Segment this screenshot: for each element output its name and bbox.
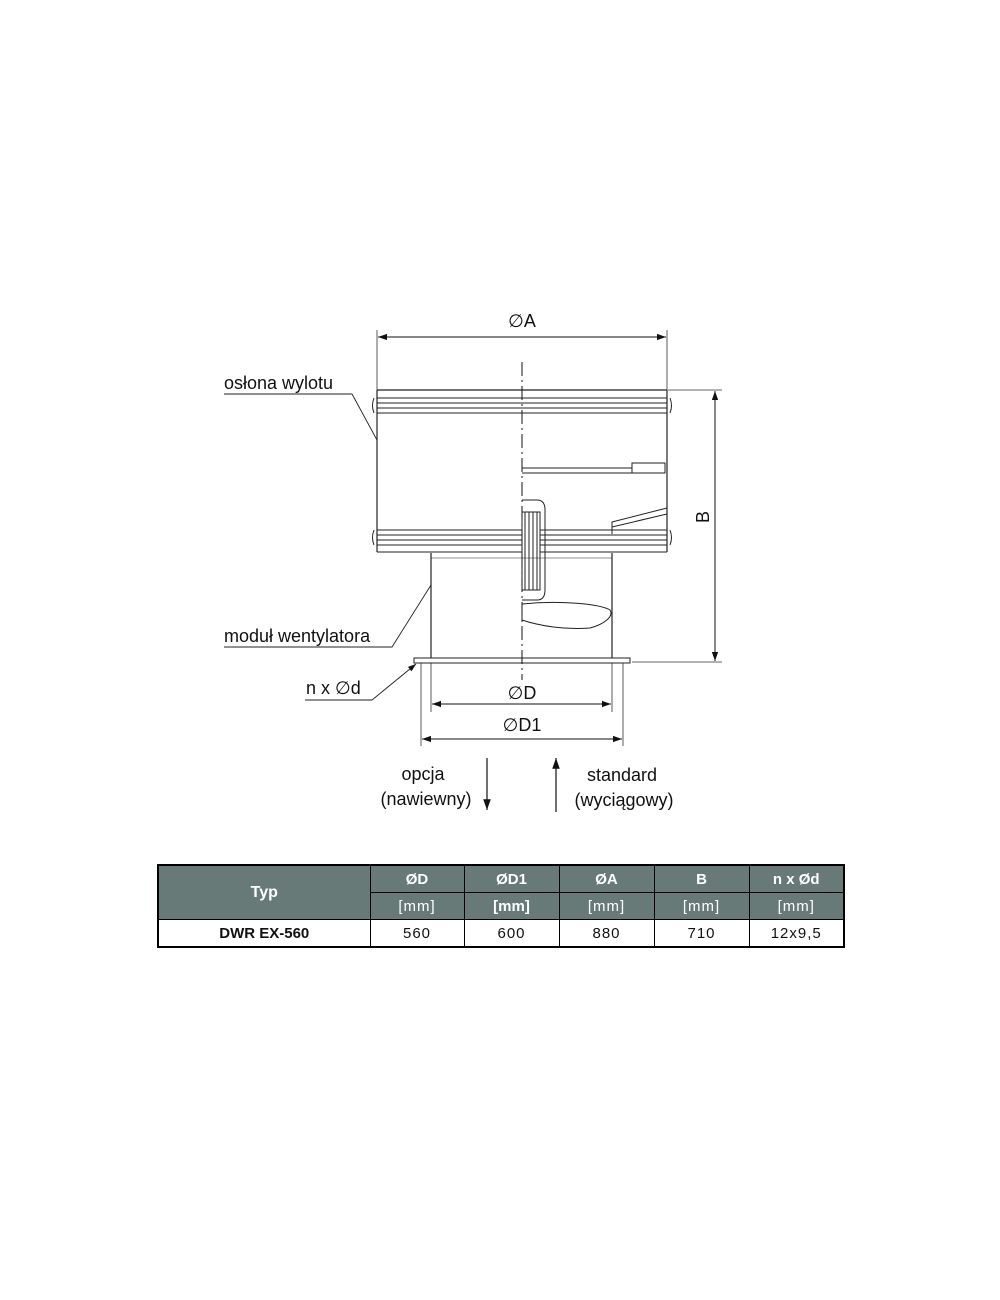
value-b: 710 xyxy=(654,920,749,948)
unit-d1: [mm] xyxy=(464,893,559,920)
unit-a: [mm] xyxy=(559,893,654,920)
table-row xyxy=(158,920,844,948)
header-a: ØA xyxy=(559,865,654,893)
table-header-row xyxy=(158,865,844,893)
unit-b: [mm] xyxy=(654,893,749,920)
value-d: 560 xyxy=(370,920,464,948)
value-a: 880 xyxy=(559,920,654,948)
unit-holes: [mm] xyxy=(749,893,844,920)
label-holes: n x ∅d xyxy=(306,678,361,698)
label-outlet-cover: osłona wylotu xyxy=(224,373,334,393)
type-header: Typ xyxy=(158,865,370,920)
dimension-b-label: B xyxy=(693,510,713,524)
leader-outlet-cover xyxy=(224,394,377,440)
option-label-line2: (nawiewny) xyxy=(380,789,472,809)
dimension-d-label: ∅D xyxy=(507,683,537,703)
value-holes: 12x9,5 xyxy=(749,920,844,948)
spec-table xyxy=(157,864,845,948)
damper-flap xyxy=(522,463,667,534)
unit-d: [mm] xyxy=(370,893,464,920)
label-fan-module: moduł wentylatora xyxy=(224,626,371,646)
header-d1: ØD1 xyxy=(464,865,559,893)
standard-label-line2: (wyciągowy) xyxy=(574,790,674,810)
option-label-line1: opcja xyxy=(401,764,445,784)
header-d: ØD xyxy=(370,865,464,893)
dimension-a-label: ∅A xyxy=(508,311,536,331)
standard-label-line1: standard xyxy=(586,765,658,785)
header-holes: n x Ød xyxy=(749,865,844,893)
dimension-a xyxy=(377,330,667,392)
fan-blade xyxy=(522,602,611,628)
dimension-b xyxy=(632,390,722,662)
row-type: DWR EX-560 xyxy=(158,920,370,948)
dimension-d1-label: ∅D1 xyxy=(502,715,542,735)
value-d1: 600 xyxy=(464,920,559,948)
fan-motor xyxy=(522,500,612,600)
header-b: B xyxy=(654,865,749,893)
